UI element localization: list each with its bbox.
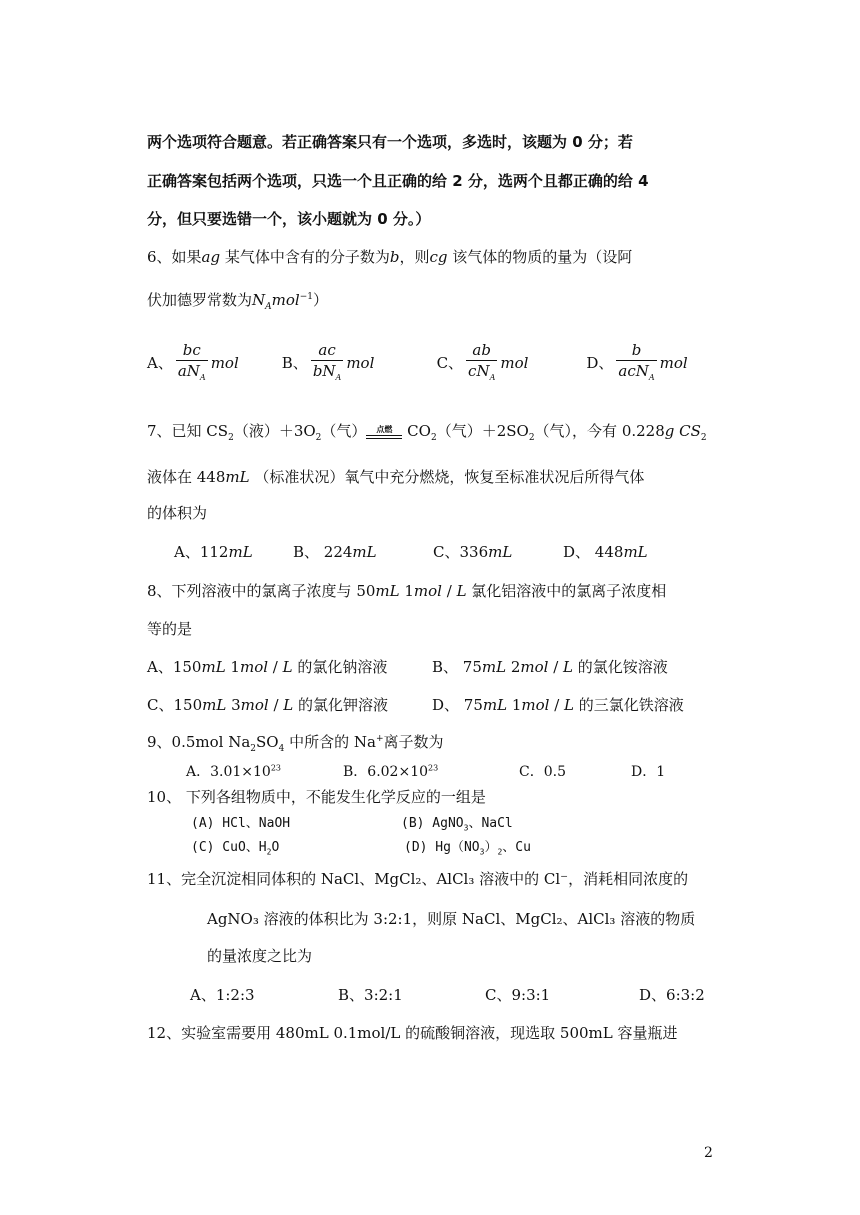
- q9-option-c: C．0.5: [519, 764, 566, 780]
- q7-option-b: B、 224mL: [293, 543, 377, 561]
- reaction-arrow: 点燃: [366, 425, 402, 439]
- q7-option-c: C、336mL: [433, 543, 513, 561]
- q11-option-c: C、9:3:1: [485, 986, 551, 1004]
- instruction-line-3: 分，但只要选错一个，该小题就为 0 分。）: [147, 210, 431, 228]
- q9-option-a: A．$3.01\times 10^{23}$: [186, 763, 282, 780]
- q8-option-d: D、 75mL 1mol / L 的三氯化铁溶液: [432, 696, 684, 714]
- q9-line-1: 9、0.5mol $Na_2SO_4$ 中所含的 Na+离子数为: [147, 733, 444, 754]
- q7-option-d: D、 448mL: [563, 543, 648, 561]
- q11-option-b: B、3:2:1: [338, 986, 403, 1004]
- q8-line-2: 等的是: [147, 620, 193, 638]
- q10-title: 10、 下列各组物质中，不能发生化学反应的一组是: [147, 788, 486, 806]
- q7-options: [174, 541, 648, 562]
- q8-line-1: 8、下列溶液中的氯离子浓度与 50mL 1mol / L 氯化铝溶液中的氯离子浓度相: [147, 582, 667, 600]
- q6-options: [147, 340, 688, 388]
- q11-line-3: 的量浓度之比为: [207, 947, 313, 965]
- q8-options-row-1: [147, 656, 668, 677]
- instruction-line-2: 正确答案包括两个选项，只选一个且正确的给 2 分，选两个且都正确的给 4: [147, 172, 649, 190]
- q7-line-3: 的体积为: [147, 504, 208, 522]
- q6-line-1: 6、如果ag 某气体中含有的分子数为b，则cg 该气体的物质的量为（设阿: [147, 248, 633, 266]
- q10-option-c: (C) CuO、$H_2O$: [191, 840, 280, 857]
- page-number: 2: [704, 1145, 713, 1161]
- q9-option-b: B．$6.02\times 10^{23}$: [343, 763, 439, 780]
- q9-options: [186, 761, 665, 781]
- q11-option-a: A、1:2:3: [190, 986, 255, 1004]
- q11-line-1: 11、完全沉淀相同体积的 NaCl、MgCl₂、AlCl₃ 溶液中的 Cl⁻，消耗相同浓度的: [147, 870, 689, 888]
- q10-option-b: (B) AgNO$_3$、NaCl: [401, 816, 513, 833]
- q11-option-d: D、6:3:2: [639, 986, 705, 1004]
- q6-option-a: A、 $\frac{bc}{aN_A}$ mol: [147, 341, 239, 382]
- q6-option-c: C、 $\frac{ab}{cN_A}$ mol: [436, 341, 529, 382]
- q8-option-a: A、150mL 1mol / L 的氯化钠溶液: [147, 658, 388, 676]
- q7-line-1: 7、已知 $CS_2$（液）$+3O_2$（气） 点燃 $CO_2$（气）$+2SO_2$（气），今有 0.228g $CS_2$: [147, 422, 707, 443]
- q10-option-d: (D) $Hg(NO_3)_2$、Cu: [404, 840, 531, 857]
- q7-line-2: 液体在 448mL （标准状况）氧气中充分燃烧，恢复至标准状况后所得气体: [147, 468, 645, 486]
- q10-option-a: (A) HCl、NaOH: [191, 816, 291, 831]
- q10-options-row-2: [191, 836, 531, 857]
- q11-options: [190, 984, 705, 1005]
- q8-option-b: B、 75mL 2mol / L 的氯化铵溶液: [432, 658, 668, 676]
- q6-line-2: 伏加德罗常数为$N_Amol^{-1}$）: [147, 291, 328, 312]
- q8-options-row-2: [147, 694, 684, 715]
- q6-option-b: B、 $\frac{ac}{bN_A}$ mol: [281, 341, 375, 382]
- q10-options-row-1: [191, 812, 513, 833]
- q6-option-d: D、 $\frac{b}{acN_A}$ mol: [586, 341, 688, 382]
- q12-line-1: 12、实验室需要用 480mL 0.1mol/L 的硫酸铜溶液，现选取 500mL 容量瓶进: [147, 1024, 678, 1042]
- q11-line-2: AgNO₃ 溶液的体积比为 3:2:1，则原 NaCl、MgCl₂、AlCl₃ 溶液的物质: [207, 910, 696, 928]
- q7-option-a: A、112mL: [174, 543, 253, 561]
- instruction-line-1: 两个选项符合题意。若正确答案只有一个选项，多选时，该题为 0 分；若: [147, 133, 633, 151]
- q9-option-d: D．1: [631, 764, 666, 780]
- q8-option-c: C、150mL 3mol / L 的氯化钾溶液: [147, 696, 389, 714]
